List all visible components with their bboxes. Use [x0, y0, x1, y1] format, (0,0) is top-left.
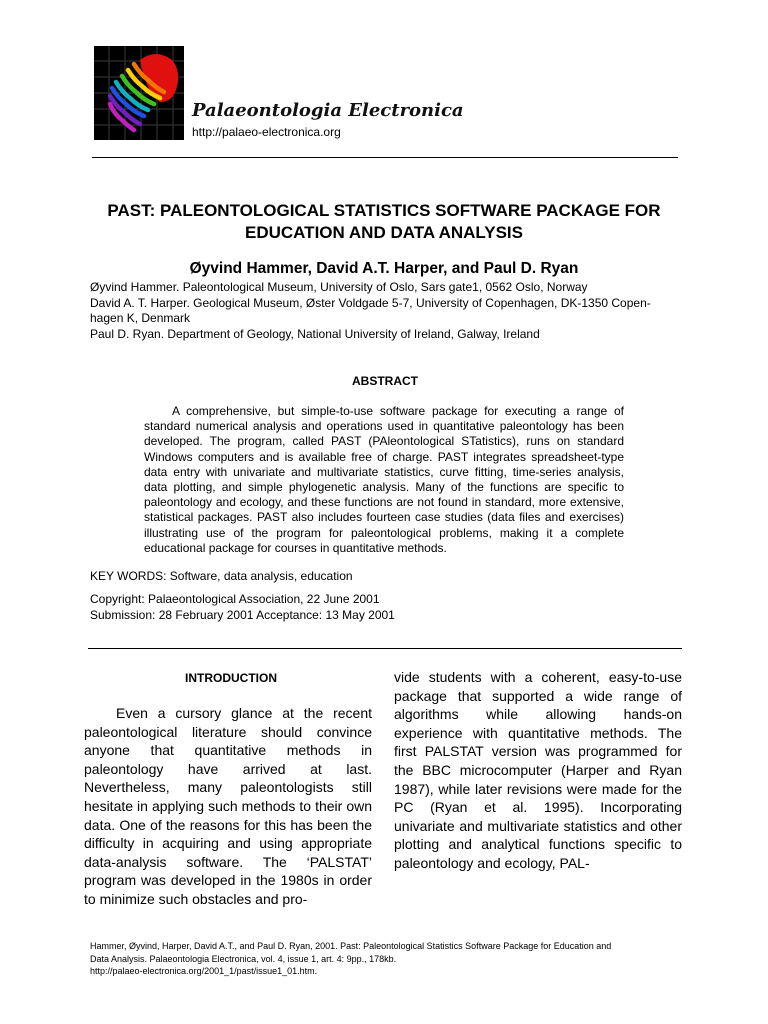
- citation-footer: [90, 940, 690, 978]
- title-line: PAST: PALEONTOLOGICAL STATISTICS SOFTWARE PACKAGE FOR: [107, 201, 661, 220]
- abstract-heading: ABSTRACT: [352, 374, 418, 388]
- copyright-line: Copyright: Palaeontological Association, 22 June 2001: [90, 592, 380, 606]
- section-divider: [88, 648, 682, 649]
- affiliations: [90, 280, 680, 342]
- abstract-text: A comprehensive, but simple-to-use software package for executing a range of standard numerical analysis and operations used in quantitative paleontology has been developed. The program, called PAST (PAleontological STatistics), runs on standard Windows computers and is available free of charge. PAST integrates spreadsheet-type data entry with univariate and multivariate statistics, curve fitting, time-series analysis, data plotting, and simple phylogenetic analysis. Many of the functions are specific to paleontology and ecology, and these functions are not found in standard, more extensive, statistical packages. PAST also includes fourteen case studies (data files and exercises) illustrating use of the program for paleontological problems, making it a complete educational package for courses in quantitative methods.: [144, 404, 624, 555]
- introduction-heading: INTRODUCTION: [185, 671, 277, 685]
- logo-graphic: [94, 46, 184, 140]
- citation-url[interactable]: http://palaeo-electronica.org/2001_1/past/issue1_01.htm.: [90, 966, 318, 977]
- header-divider: [92, 157, 678, 158]
- journal-name: Palaeontologia Electronica: [192, 100, 464, 121]
- publication-info: [90, 591, 395, 623]
- affiliation-line: David A. T. Harper. Geological Museum, Øster Voldgade 5-7, University of Copenhagen, DK-1350 Copen-: [90, 295, 651, 310]
- journal-url[interactable]: http://palaeo-electronica.org: [192, 125, 341, 139]
- introduction-column-right: vide students with a coherent, easy-to-use package that supported a wide range of algorithms while allowing hands-on experience with quantitative methods. The first PALSTAT version was programmed for the BBC microcomputer (Harper and Ryan 1987), while later revisions were made for the PC (Ryan et al. 1995). Incorporating univariate and multivariate statistics and other plotting and analytical functions specific to paleontology and ecology, PAL-: [394, 669, 682, 871]
- affiliation-line: hagen K, Denmark: [90, 311, 191, 326]
- keywords: KEY WORDS: Software, data analysis, education: [90, 569, 353, 583]
- author-list: Øyvind Hammer, David A.T. Harper, and Paul D. Ryan: [189, 260, 579, 277]
- title-line: EDUCATION AND DATA ANALYSIS: [245, 223, 523, 242]
- paper-title: [60, 200, 708, 244]
- citation-line: Hammer, Øyvind, Harper, David A.T., and Paul D. Ryan, 2001. Past: Paleontological Statistics Software Package for Education and: [90, 941, 612, 951]
- citation-line: Data Analysis. Palaeontologia Electronica, vol. 4, issue 1, art. 4: 9pp., 178kb.: [90, 953, 397, 964]
- submission-line: Submission: 28 February 2001 Acceptance: 13 May 2001: [90, 608, 395, 622]
- journal-logo: [94, 46, 184, 140]
- affiliation-line: Øyvind Hammer. Paleontological Museum, University of Oslo, Sars gate1, 0562 Oslo, Norway: [90, 280, 588, 294]
- affiliation-line: Paul D. Ryan. Department of Geology, National University of Ireland, Galway, Ireland: [90, 326, 540, 341]
- introduction-column-left: Even a cursory glance at the recent paleontological literature should convince anyone that quantitative methods in paleontology have arrived at last. Nevertheless, many paleontologists still hesitate in applying such methods to their own data. One of the reasons for this has been the difficulty in acquiring and using appropriate data-analysis software. The ‘PALSTAT’ program was developed in the 1980s in order to minimize such obstacles and pro-: [84, 705, 372, 907]
